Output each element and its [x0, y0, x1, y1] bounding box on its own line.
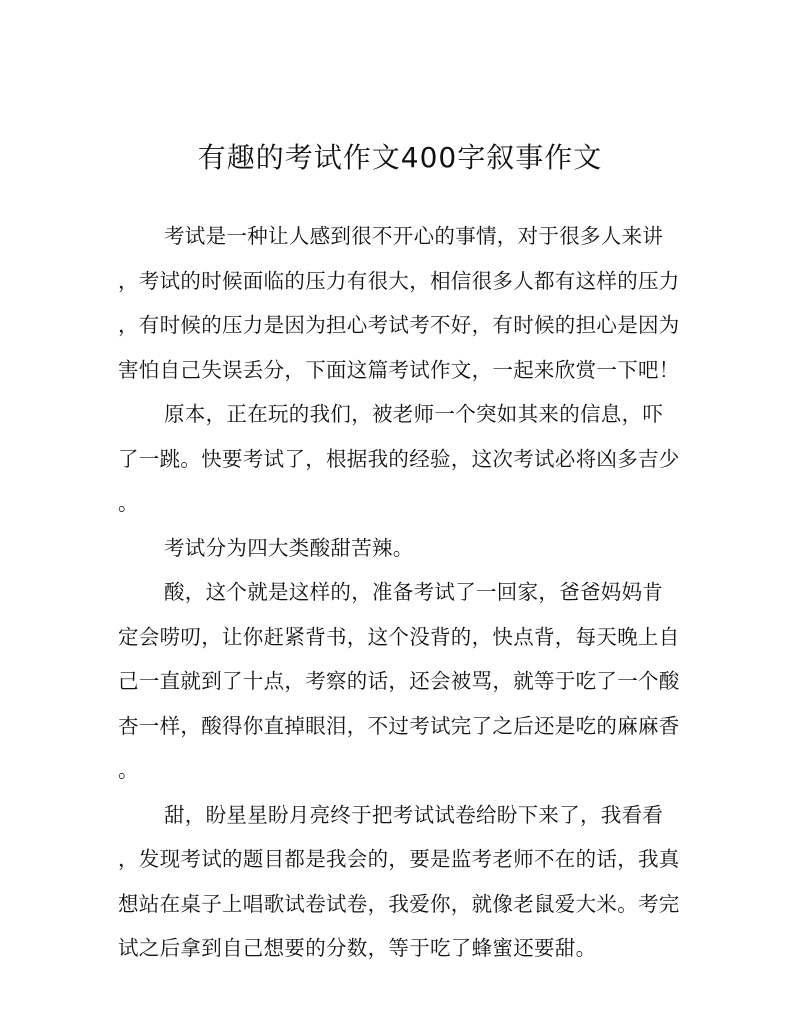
text-line: ，发现考试的题目都是我会的，要是监考老师不在的话，我真 [118, 847, 680, 871]
paragraph [118, 392, 698, 526]
text-line: ，考试的时候面临的压力有很大，相信很多人都有这样的压力 [118, 268, 680, 293]
text-line: 。 [118, 758, 139, 782]
document-title: 有趣的考试作文400字叙事作文 [197, 141, 603, 174]
text-line: 原本，正在玩的我们，被老师一个突如其来的信息，吓 [164, 402, 664, 426]
document-body [118, 214, 698, 971]
paragraph [118, 526, 698, 571]
text-line: 杏一样，酸得你直掉眼泪，不过考试完了之后还是吃的麻麻香 [118, 713, 680, 738]
text-line: 了一跳。快要考试了，根据我的经验，这次考试必将凶多吉少 [118, 446, 680, 471]
text-line: 害怕自己失误丢分，下面这篇考试作文，一起来欣赏一下吧！ [118, 357, 680, 382]
paragraph [118, 214, 698, 392]
text-line: 甜，盼星星盼月亮终于把考试试卷给盼下来了，我看看 [164, 802, 664, 827]
text-line: 己一直就到了十点，考察的话，还会被骂，就等于吃了一个酸 [118, 669, 680, 693]
text-line: 考试是一种让人感到很不开心的事情，对于很多人来讲 [164, 224, 664, 248]
paragraph [118, 793, 698, 971]
text-line: 试之后拿到自己想要的分数，等于吃了蜂蜜还要甜。 [118, 936, 597, 960]
text-line: 酸，这个就是这样的，准备考试了一回家，爸爸妈妈肯 [164, 580, 664, 604]
text-line: 定会唠叨，让你赶紧背书，这个没背的，快点背，每天晚上自 [118, 624, 680, 649]
text-line: ，有时候的压力是因为担心考试考不好，有时候的担心是因为 [118, 313, 680, 337]
text-line: 想站在桌子上唱歌试卷试卷，我爱你，就像老鼠爱大米。考完 [118, 891, 680, 916]
text-line: 考试分为四大类酸甜苦辣。 [164, 535, 414, 560]
text-line: 。 [118, 491, 139, 515]
paragraph [118, 570, 698, 793]
